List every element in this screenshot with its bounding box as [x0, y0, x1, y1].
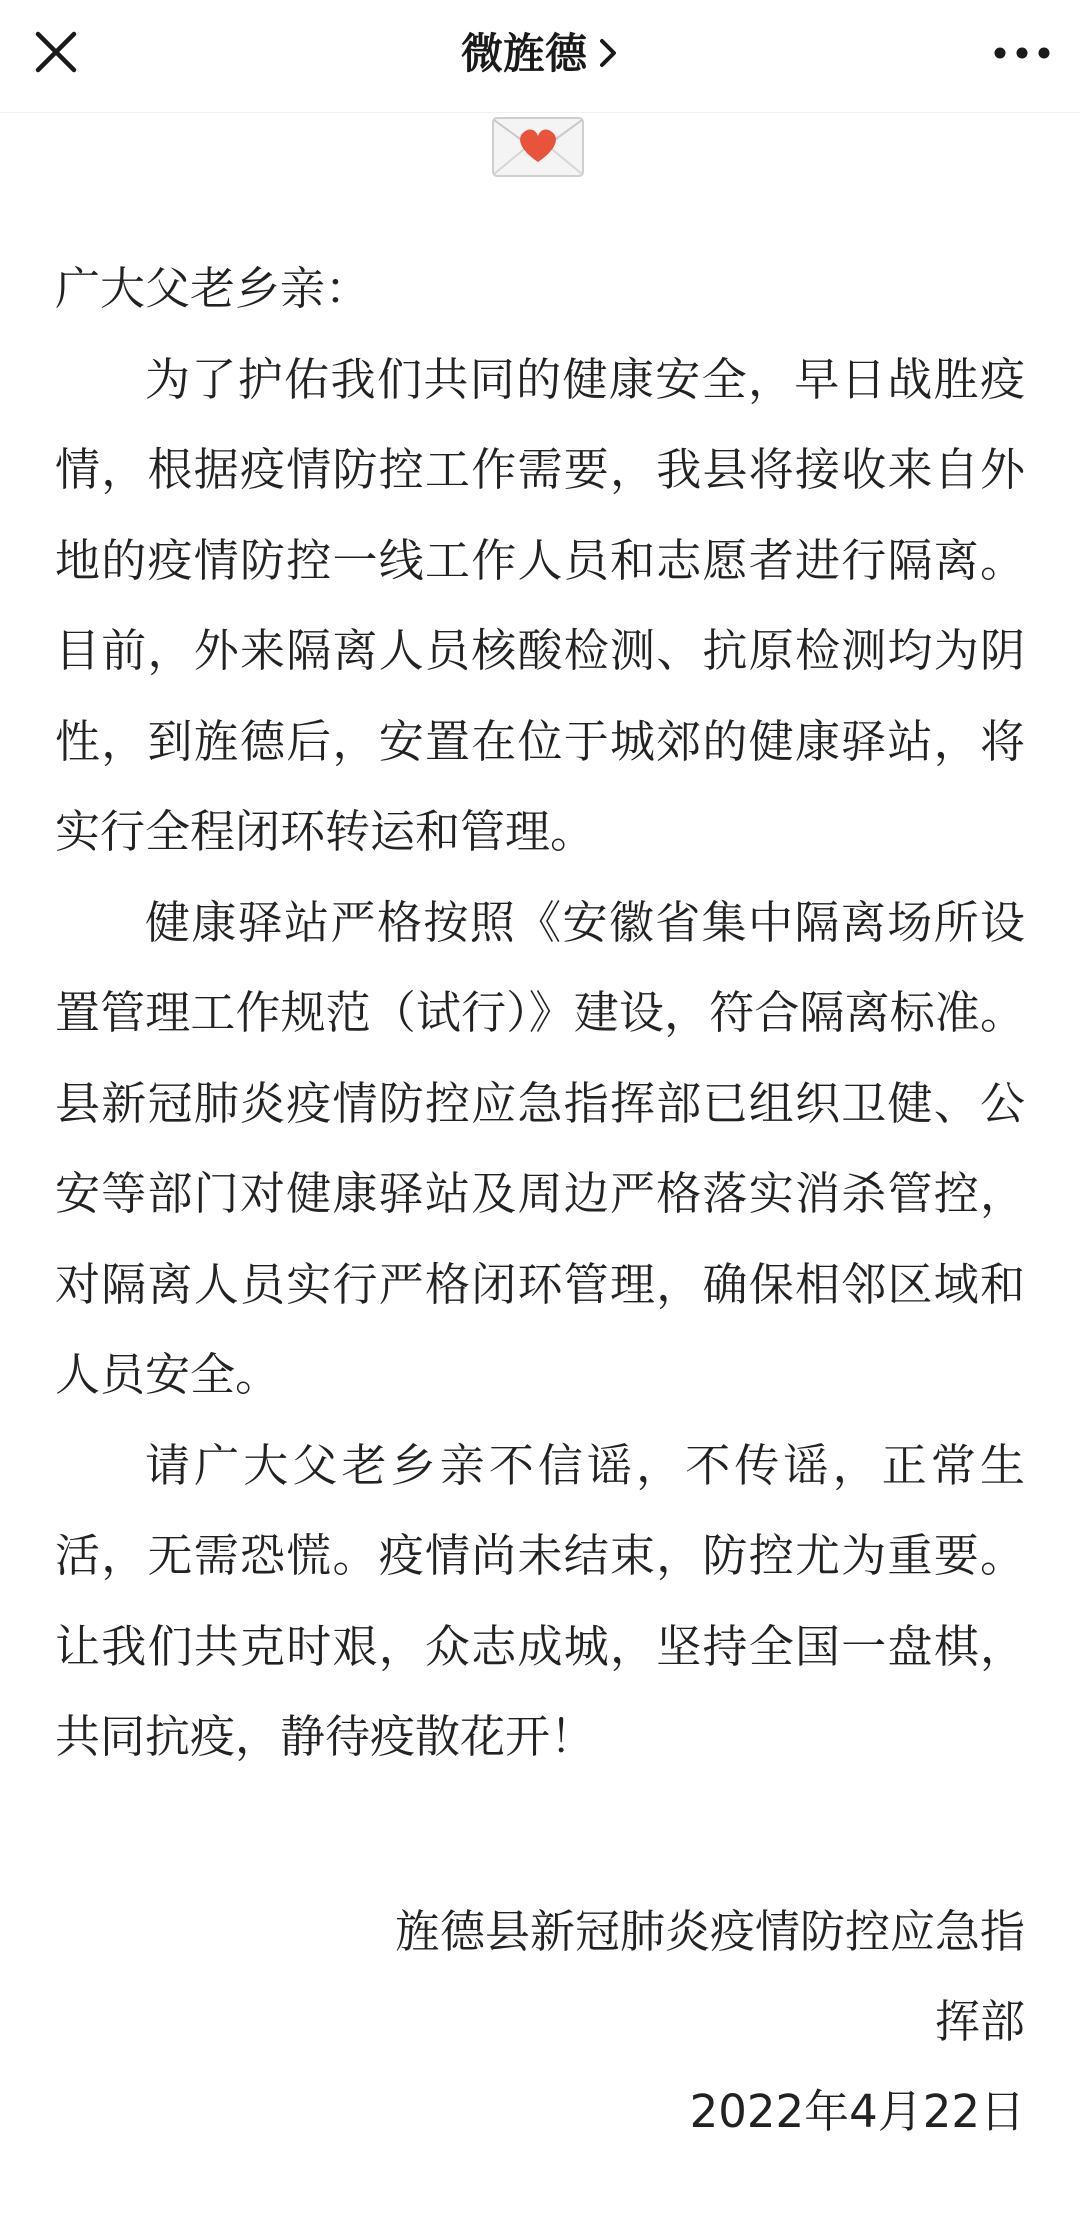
- top-navbar: [0, 0, 1080, 113]
- signature-line-2: 挥部: [934, 1995, 1025, 2048]
- more-dots-icon[interactable]: [984, 28, 1060, 78]
- account-title-link[interactable]: [0, 26, 1080, 84]
- chevron-right-icon: [597, 28, 619, 84]
- salutation: 广大父老乡亲：: [55, 262, 371, 315]
- signature-date: 2022年4月22日: [689, 2085, 1025, 2138]
- article-body: [55, 244, 1025, 1783]
- signature-line-1: 旌德县新冠肺炎疫情防控应急指: [394, 1905, 1025, 1958]
- signature-block: [225, 1887, 1025, 2157]
- paragraph-2: 健康驿站严格按照《安徽省集中隔离场所设置管理工作规范（试行）》建设，符合隔离标准。县新冠肺炎疫情防控应急指挥部已组织卫健、公安等部门对健康驿站及周边严格落实消杀管控，对隔离人员实行严格闭环管理，确保相邻区域和人员安全。: [55, 895, 1025, 1401]
- account-title: 微旌德: [460, 29, 587, 78]
- paragraph-3: 请广大父老乡亲不信谣，不传谣，正常生活，无需恐慌。疫情尚未结束，防控尤为重要。让我们共克时艰，众志成城，坚持全国一盘棋，共同抗疫，静待疫散花开！: [55, 1438, 1025, 1763]
- heart-envelope-icon: [490, 112, 586, 180]
- paragraph-1: 为了护佑我们共同的健康安全，早日战胜疫情，根据疫情防控工作需要，我县将接收来自外地的疫情防控一线工作人员和志愿者进行隔离。目前，外来隔离人员核酸检测、抗原检测均为阴性，到旌德后，安置在位于城郊的健康驿站，将实行全程闭环转运和管理。: [55, 352, 1025, 858]
